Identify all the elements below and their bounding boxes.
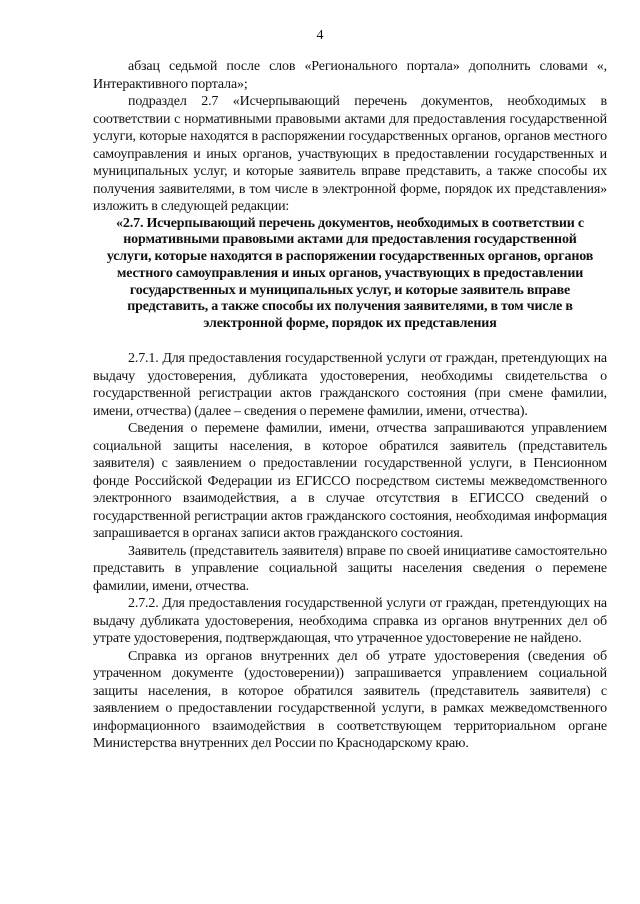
page-number: 4 <box>316 28 324 43</box>
body-paragraph-3: Заявитель (представитель заявителя) вправе по своей инициативе самостоятельно представить в управление социальной защиты населения сведения о перемене фамилии, имени, отчества. <box>93 543 607 594</box>
intro-paragraph-2: подраздел 2.7 «Исчерпывающий перечень документов, необходимых в соответствии с нормативными правовыми актами для предоставления государственной услуги, которые находятся в распоряжении государственных органов, органов местного самоуправления и иных органов, участвующих в предоставлении государственных и муниципальных услуг, и которые заявитель вправе представить, а также способы их получения заявителями, в том числе в электронной форме, порядок их представления» изложить в следующей редакции: <box>93 94 607 214</box>
body-paragraph-4: 2.7.2. Для предоставления государственной услуги от граждан, претендующих на выдачу дубликата удостоверения, необходима справка из органов внутренних дел об утрате удостоверения, подтверждающая, что утраченное удостоверение не найдено. <box>93 596 607 647</box>
intro-paragraph-1: абзац седьмой после слов «Регионального портала» дополнить словами «, Интерактивного портала»; <box>93 59 607 92</box>
body-paragraph-5: Справка из органов внутренних дел об утрате удостоверения (сведения об утраченном документе (удостоверении)) запрашивается управлением социальной защиты населения, в которое обратился заявитель (представитель заявителя) с заявлением о предоставлении государственной услуги, в рамках межведомственного информационного взаимодействия в соответствующем территориальном органе Министерства внутренних дел России по Краснодарскому краю. <box>93 648 607 752</box>
body-paragraph-2: Сведения о перемене фамилии, имени, отчества запрашиваются управлением социальной защиты населения, в которое обратился заявитель (представитель заявителя) с заявлением о предоставлении государственной услуги, в Пенсионном фонде Российской Федерации из ЕГИССО посредством системы межведомственного электронного взаимодействия, а в случае отсутствия в ЕГИССО сведений о государственной регистрации актов гражданского состояния, необходимая информация запрашивается в органах записи актов гражданского состояния. <box>93 421 607 542</box>
heading-spacer <box>93 333 607 350</box>
document-body <box>93 58 607 753</box>
body-paragraph-1: 2.7.1. Для предоставления государственной услуги от граждан, претендующих на выдачу удостоверения, дубликата удостоверения, необходимы свидетельства о государственной регистрации актов гражданского состояния (при смене фамилии, имени, отчества) (далее – сведения о перемене фамилии, имени, отчества). <box>93 351 607 419</box>
section-heading: «2.7. Исчерпывающий перечень документов, необходимых в соответствии с нормативными правовыми актами для предоставления государственной услуги, которые находятся в распоряжении государственных органов, органов местного самоуправления и иных органов, участвующих в предоставлении государственных и муниципальных услуг, и которые заявитель вправе представить, а также способы их получения заявителями, в том числе в электронной форме, порядок их представления <box>106 215 594 332</box>
